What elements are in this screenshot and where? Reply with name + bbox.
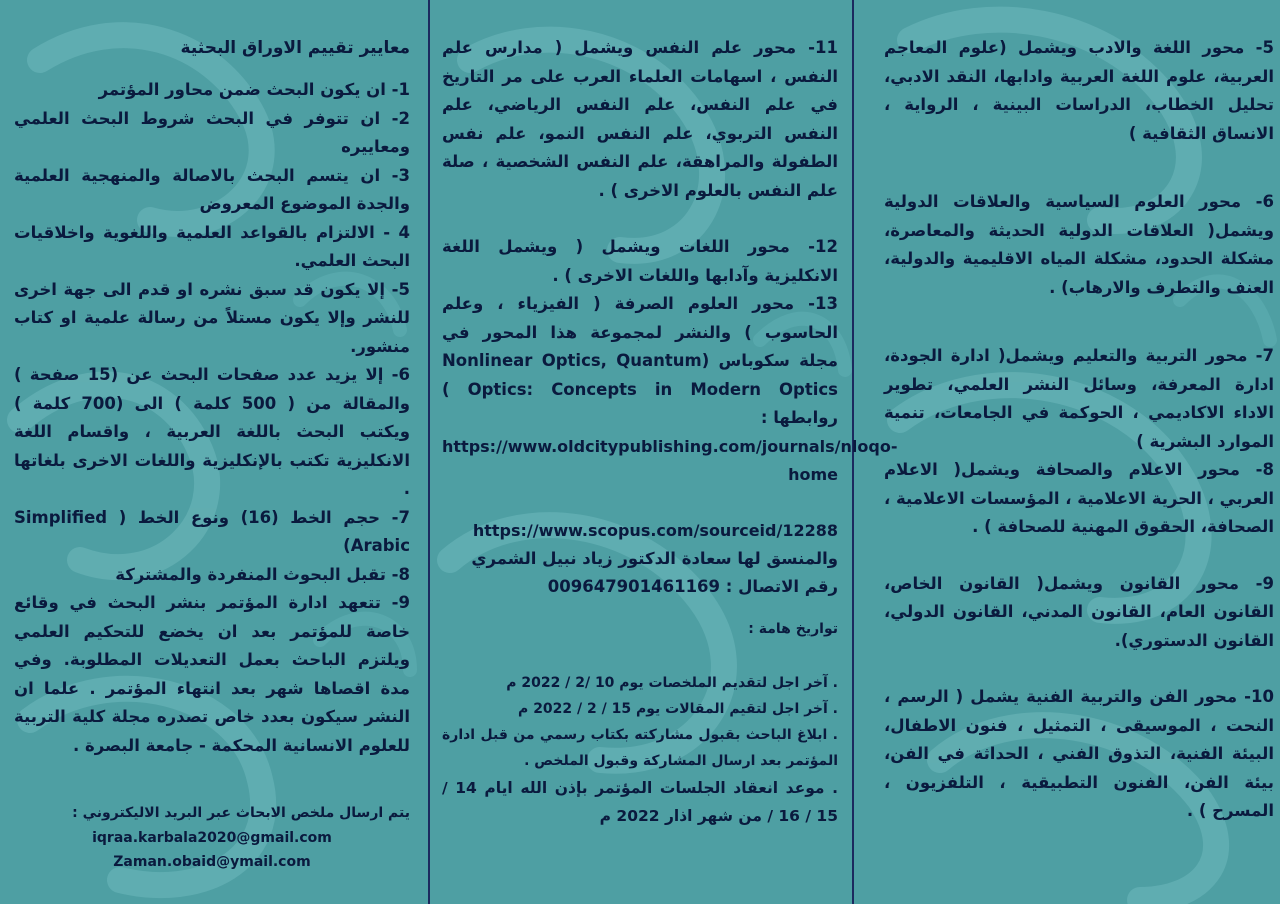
date-paper-deadline: . آخر اجل لتقيم المقالات يوم 15 / 2 / 2022 م [518,700,838,717]
date-acceptance-notice: . ابلاغ الباحث بقبول مشاركته بكتاب رسمي من قبل ادارة المؤتمر بعد ارسال المشاركة وقبول الملخص . [442,726,838,769]
criterion-4: 4 - الالتزام بالقواعد العلمية واللغوية واخلاقيات البحث العلمي. [14,222,410,270]
contact-phone: رقم الاتصال : 009647901461169 [547,577,838,596]
axis-13-pure-sciences: 13- محور العلوم الصرفة ( الفيزياء ، وعلم الحاسوب ) والنشر لمجموعة هذا المحور في مجلة سكوباس (Nonlinear Optics, Quantum Optics: Concepts in Modern Optics ) روابطها : [442,294,838,427]
middle-column [428,0,898,904]
journal-link-scopus[interactable]: https://www.scopus.com/sourceid/12288 [472,520,838,540]
axis-9-law: 9- محور القانون ويشمل( القانون الخاص، القانون العام، القانون المدني، القانون الدولي، القانون الدستوري). [884,573,1274,650]
criterion-6: 6- إلا يزيد عدد صفحات البحث عن (15 صفحة ) والمقالة من ( 500 كلمة ) الى (700 كلمة ) ويكتب البحث باللغة العربية ، واقسام اللغة الانكليزية تكتب بالإنكليزية واللغات الاخرى بلغاتها . [14,365,410,498]
email-link-2[interactable]: Zaman.obaid@ymail.com [113,854,311,870]
important-dates-title: تواريخ هامة : [748,620,838,637]
email-submission-note: يتم ارسال ملخص الابحاث عبر البريد الاليكتروني : [72,805,410,821]
axis-8-media-journalism: 8- محور الاعلام والصحافة ويشمل( الاعلام العربي ، الحرية الاعلامية ، المؤسسات الاعلامية ، الصحافة، الحقوق المهنية للصحافة ) . [884,460,1274,536]
axis-12-languages: 12- محور اللغات ويشمل ( ويشمل اللغة الانكليزية وآدابها واللغات الاخرى ) . [442,237,838,285]
journal-link-oldcity[interactable]: https://www.oldcitypublishing.com/journals/nloqo-home [442,436,898,484]
email-link-1[interactable]: iqraa.karbala2020@gmail.com [92,830,332,846]
criterion-7: 7- حجم الخط (16) ونوع الخط ( Simplified Arabic) [14,507,410,555]
criterion-8: 8- تقبل البحوث المنفردة والمشتركة [115,564,410,584]
criterion-3: 3- ان يتسم البحث بالاصالة والمنهجية العلمية والجدة الموضوع المعروض [14,165,410,213]
axis-10-art: 10- محور الفن والتربية الفنية يشمل ( الرسم ، النحت ، الموسيقى ، التمثيل ، فنون الاطفال، البيئة الفنية، التذوق الفني ، الحداثة في الفن، بيئة الفن، الفنون التطبيقية ، التلفزيون ، المسرح ) . [884,687,1274,820]
criterion-1: 1- ان يكون البحث ضمن محاور المؤتمر [98,80,410,99]
date-abstract-deadline: . آخر اجل لتقديم الملخصات يوم 10 /2 / 2022 م [506,674,838,691]
right-column [870,0,1280,904]
criterion-2: 2- ان تتوفر في البحث شروط البحث العلمي ومعاييره [14,108,410,156]
date-conference-sessions: . موعد انعقاد الجلسات المؤتمر بإذن الله ايام 14 / 15 / 16 / من شهر اذار 2022 م [442,778,839,825]
axis-5-language-literature: 5- محور اللغة والادب ويشمل (علوم المعاجم العربية، علوم اللغة العربية وادابها، النقد الادبي، تحليل الخطاب، الدراسات البينية ، الرواية ، الانساق الثقافية ) [884,38,1274,143]
criterion-9: 9- تتعهد ادارة المؤتمر بنشر البحث في وقائع خاصة للمؤتمر بعد ان يخضع للتحكيم العلمي ويلتزم الباحث بعمل التعديلات المطلوبة. وفي مدة اقصاها شهر بعد انتهاء المؤتمر . علما ان النشر سيكون بعدد خاص تصدره مجلة كلية التربية للعلوم الانسانية المحكمة - جامعة البصرة . [14,593,410,755]
criterion-5: 5- إلا يكون قد سبق نشره او قدم الى جهة اخرى للنشر وإلا يكون مستلاً من رسالة علمية او كتاب منشور. [14,279,410,356]
axis-11-psychology: 11- محور علم النفس ويشمل ( مدارس علم النفس ، اسهامات العلماء العرب على مر التاريخ في علم النفس، علم النفس الرياضي، علم النفس التربوي، علم النفس النمو، علم نفس الطفولة والمراهقة، علم النفس الشخصية ، صلة علم النفس بالعلوم الاخرى ) . [442,38,838,200]
criteria-title: معايير تقييم الاوراق البحثية [180,38,410,58]
coordinator-name: والمنسق لها سعادة الدكتور زياد نبيل الشمري [471,548,838,568]
axis-7-education: 7- محور التربية والتعليم ويشمل( ادارة الجودة، ادارة المعرفة، وسائل النشر العلمي، تطوير الاداء الاكاديمي ، الحوكمة في الجامعات، تنمية الموارد البشرية ) [884,346,1274,451]
left-column [0,0,420,904]
axis-6-political-science: 6- محور العلوم السياسية والعلاقات الدولية ويشمل( العلاقات الدولية الحديثة والمعاصرة، مشكلة الحدود، مشكلة المياه الاقليمية والدولية، العنف والتطرف والارهاب) . [884,192,1274,297]
